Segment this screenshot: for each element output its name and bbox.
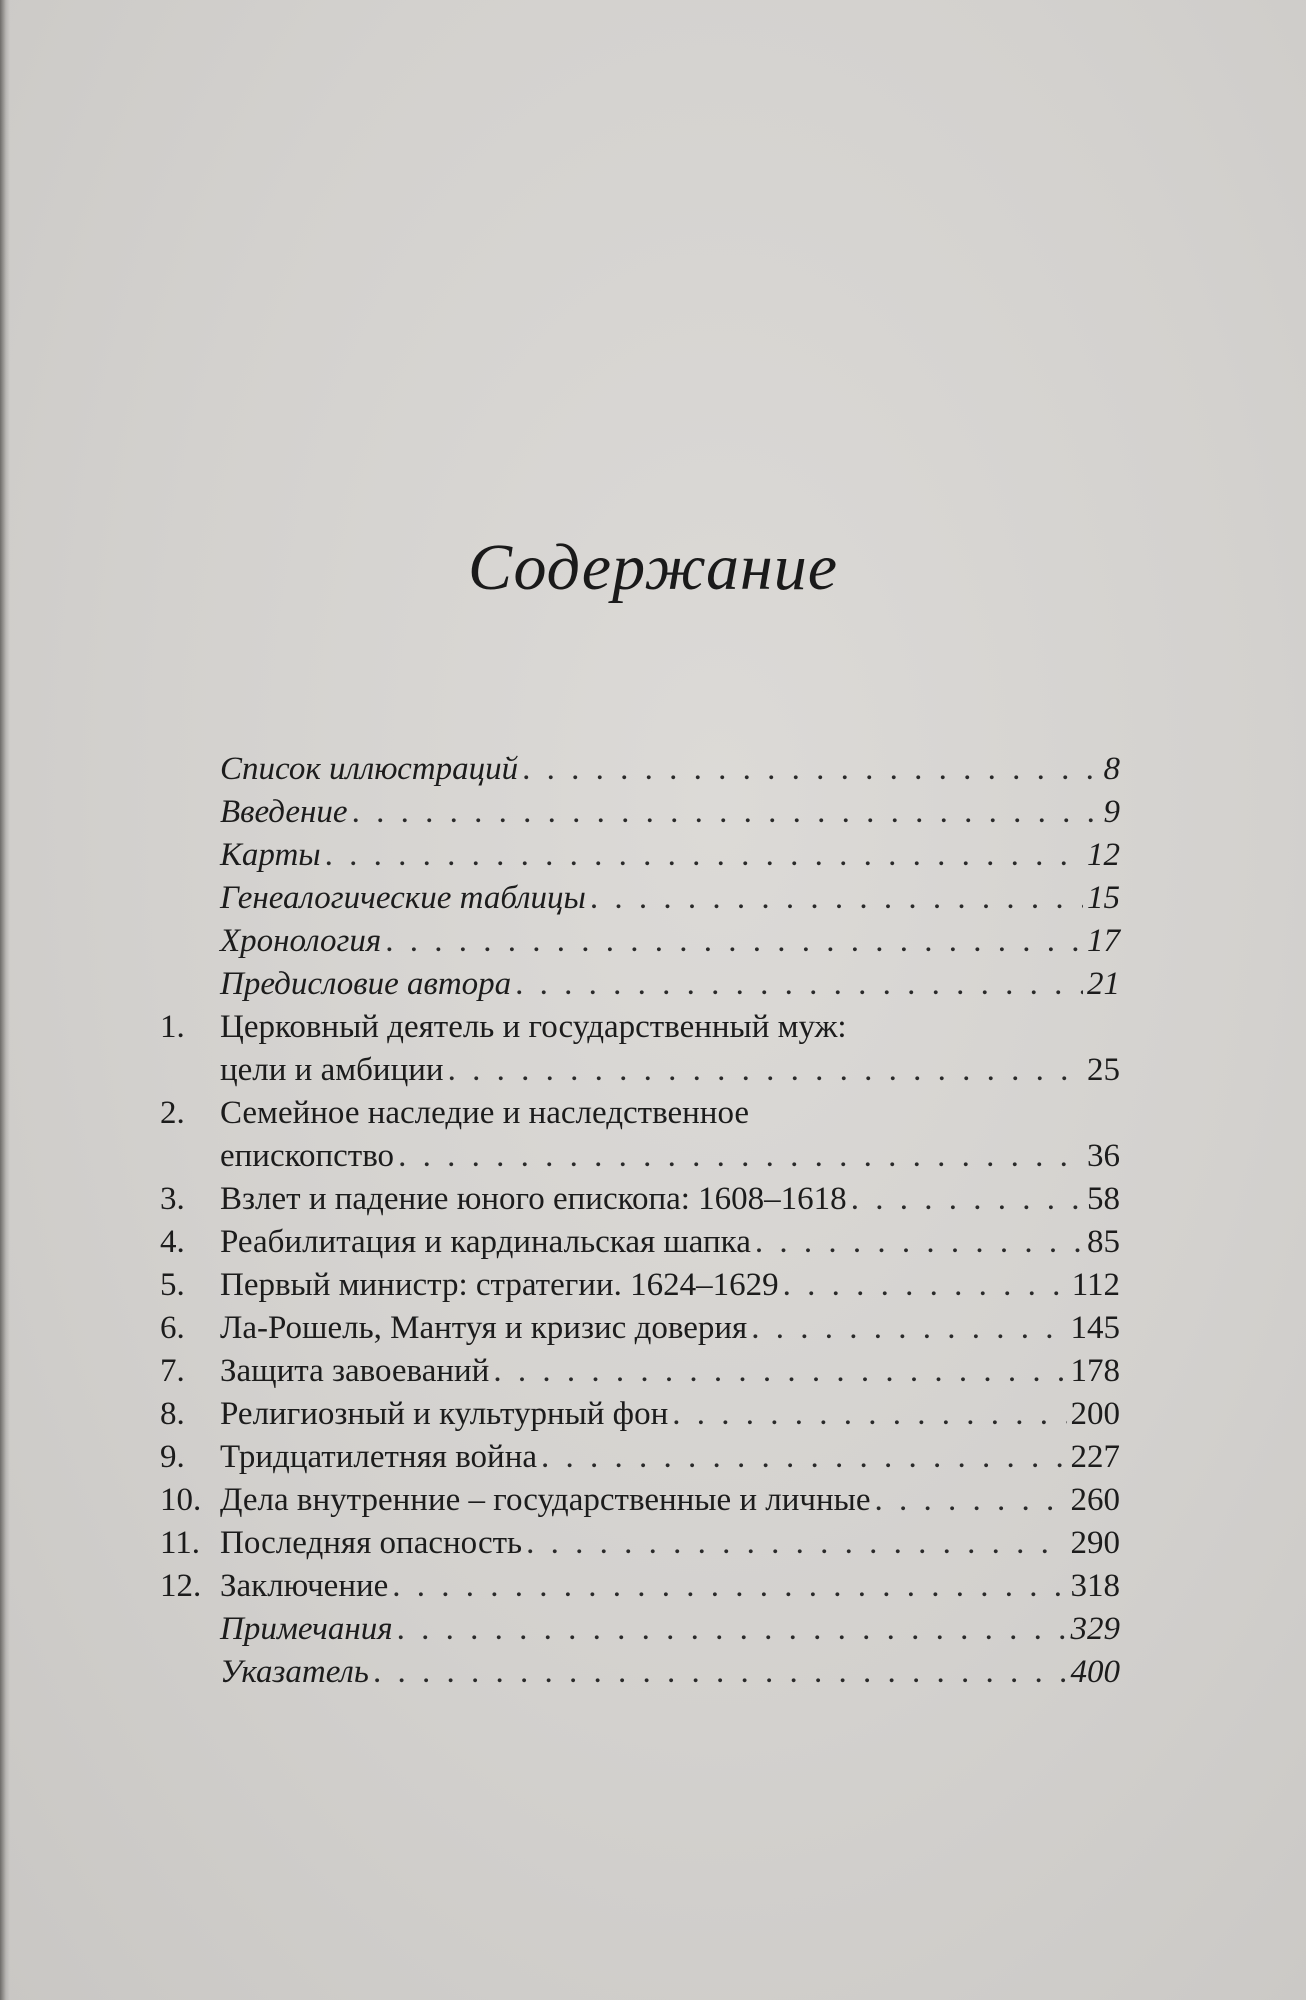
toc-entry-title-line1: Семейное наследие и наследственное	[220, 1095, 749, 1131]
toc-entry-title-line1: Церковный деятель и государственный муж:	[220, 1009, 847, 1045]
toc-entry-page: 58	[1087, 1181, 1120, 1217]
leader-dots	[325, 834, 1083, 877]
leader-dots	[751, 1307, 1066, 1350]
toc-entry-page: 36	[1087, 1138, 1120, 1174]
toc-entry-title: Указатель	[220, 1654, 369, 1690]
chapter-number: 7.	[160, 1353, 185, 1389]
toc-entry-title: Последняя опасность	[220, 1525, 523, 1561]
leader-dots	[515, 963, 1083, 1006]
chapter-number: 4.	[160, 1224, 185, 1260]
chapter-number: 8.	[160, 1396, 185, 1432]
leader-dots	[373, 1651, 1067, 1694]
chapter-number: 9.	[160, 1439, 185, 1475]
toc-entry-title: Хронология	[220, 923, 382, 959]
leader-dots	[851, 1178, 1083, 1221]
toc-entry-page: 290	[1070, 1525, 1120, 1561]
toc-entry-title: Генеалогические таблицы	[220, 880, 586, 916]
toc-entry-page: 15	[1087, 880, 1120, 916]
toc-entry-page: 178	[1070, 1353, 1120, 1389]
leader-dots	[755, 1221, 1083, 1264]
chapter-number: 12.	[160, 1568, 202, 1604]
toc-entry-title: Карты	[220, 837, 321, 873]
toc-entry-page: 329	[1070, 1611, 1120, 1647]
toc-entry-title: Дела внутренние – государственные и личные	[220, 1482, 871, 1518]
chapter-number: 6.	[160, 1310, 185, 1346]
leader-dots	[590, 877, 1083, 920]
toc-entry-title: Список иллюстраций	[220, 751, 519, 787]
toc-entry-page: 112	[1071, 1267, 1120, 1303]
toc-entry-page: 25	[1087, 1052, 1120, 1088]
leader-dots	[493, 1350, 1066, 1393]
toc-entry-page: 9	[1103, 794, 1120, 830]
toc-entry-title: Религиозный и культурный фон	[220, 1396, 669, 1432]
toc-entry-page: 85	[1087, 1224, 1120, 1260]
toc-entry-title: епископство	[220, 1138, 395, 1174]
toc-entry-page: 260	[1070, 1482, 1120, 1518]
toc-entry-title: Заключение	[220, 1568, 389, 1604]
leader-dots	[541, 1436, 1066, 1479]
chapter-number: 1.	[160, 1009, 185, 1045]
page-title: Содержание	[467, 531, 838, 604]
toc-entry-page: 318	[1070, 1568, 1120, 1604]
toc-entry-title: Реабилитация и кардинальская шапка	[220, 1224, 751, 1260]
toc-entry-title: Защита завоеваний	[220, 1353, 490, 1389]
toc-entry-page: 21	[1087, 966, 1120, 1002]
leader-dots	[672, 1393, 1066, 1436]
toc-entry-title: Первый министр: стратегии. 1624–1629	[220, 1267, 779, 1303]
leader-dots	[398, 1135, 1083, 1178]
toc-entry-page: 8	[1103, 751, 1120, 787]
leader-dots	[397, 1608, 1067, 1651]
leader-dots	[522, 748, 1099, 791]
toc-entry-page: 145	[1070, 1310, 1120, 1346]
chapter-number: 5.	[160, 1267, 185, 1303]
leader-dots	[874, 1479, 1066, 1522]
chapter-number: 10.	[160, 1482, 202, 1518]
toc-entry-page: 200	[1070, 1396, 1120, 1432]
toc-entry-title: цели и амбиции	[220, 1052, 444, 1088]
chapter-number: 11.	[160, 1525, 201, 1561]
leader-dots	[385, 920, 1083, 963]
toc-entry-page: 227	[1070, 1439, 1120, 1475]
toc-entry-title: Ла-Рошель, Мантуя и кризис доверия	[220, 1310, 748, 1346]
chapter-number: 2.	[160, 1095, 185, 1131]
leader-dots	[448, 1049, 1083, 1092]
toc-entry-title: Примечания	[220, 1611, 393, 1647]
leader-dots	[392, 1565, 1066, 1608]
leader-dots	[352, 791, 1100, 834]
leader-dots	[526, 1522, 1066, 1565]
toc-entry-title: Взлет и падение юного епископа: 1608–1618	[220, 1181, 847, 1217]
page-left-edge-shadow	[0, 0, 10, 2000]
leader-dots	[783, 1264, 1068, 1307]
toc-entry-title: Предисловие автора	[220, 966, 512, 1002]
chapter-number: 3.	[160, 1181, 185, 1217]
toc-entry-page: 12	[1087, 837, 1120, 873]
toc-entry-page: 400	[1070, 1654, 1120, 1690]
toc-entry-page: 17	[1087, 923, 1120, 959]
toc-entry-title: Введение	[220, 794, 348, 830]
toc-entry-title: Тридцатилетняя война	[220, 1439, 538, 1475]
